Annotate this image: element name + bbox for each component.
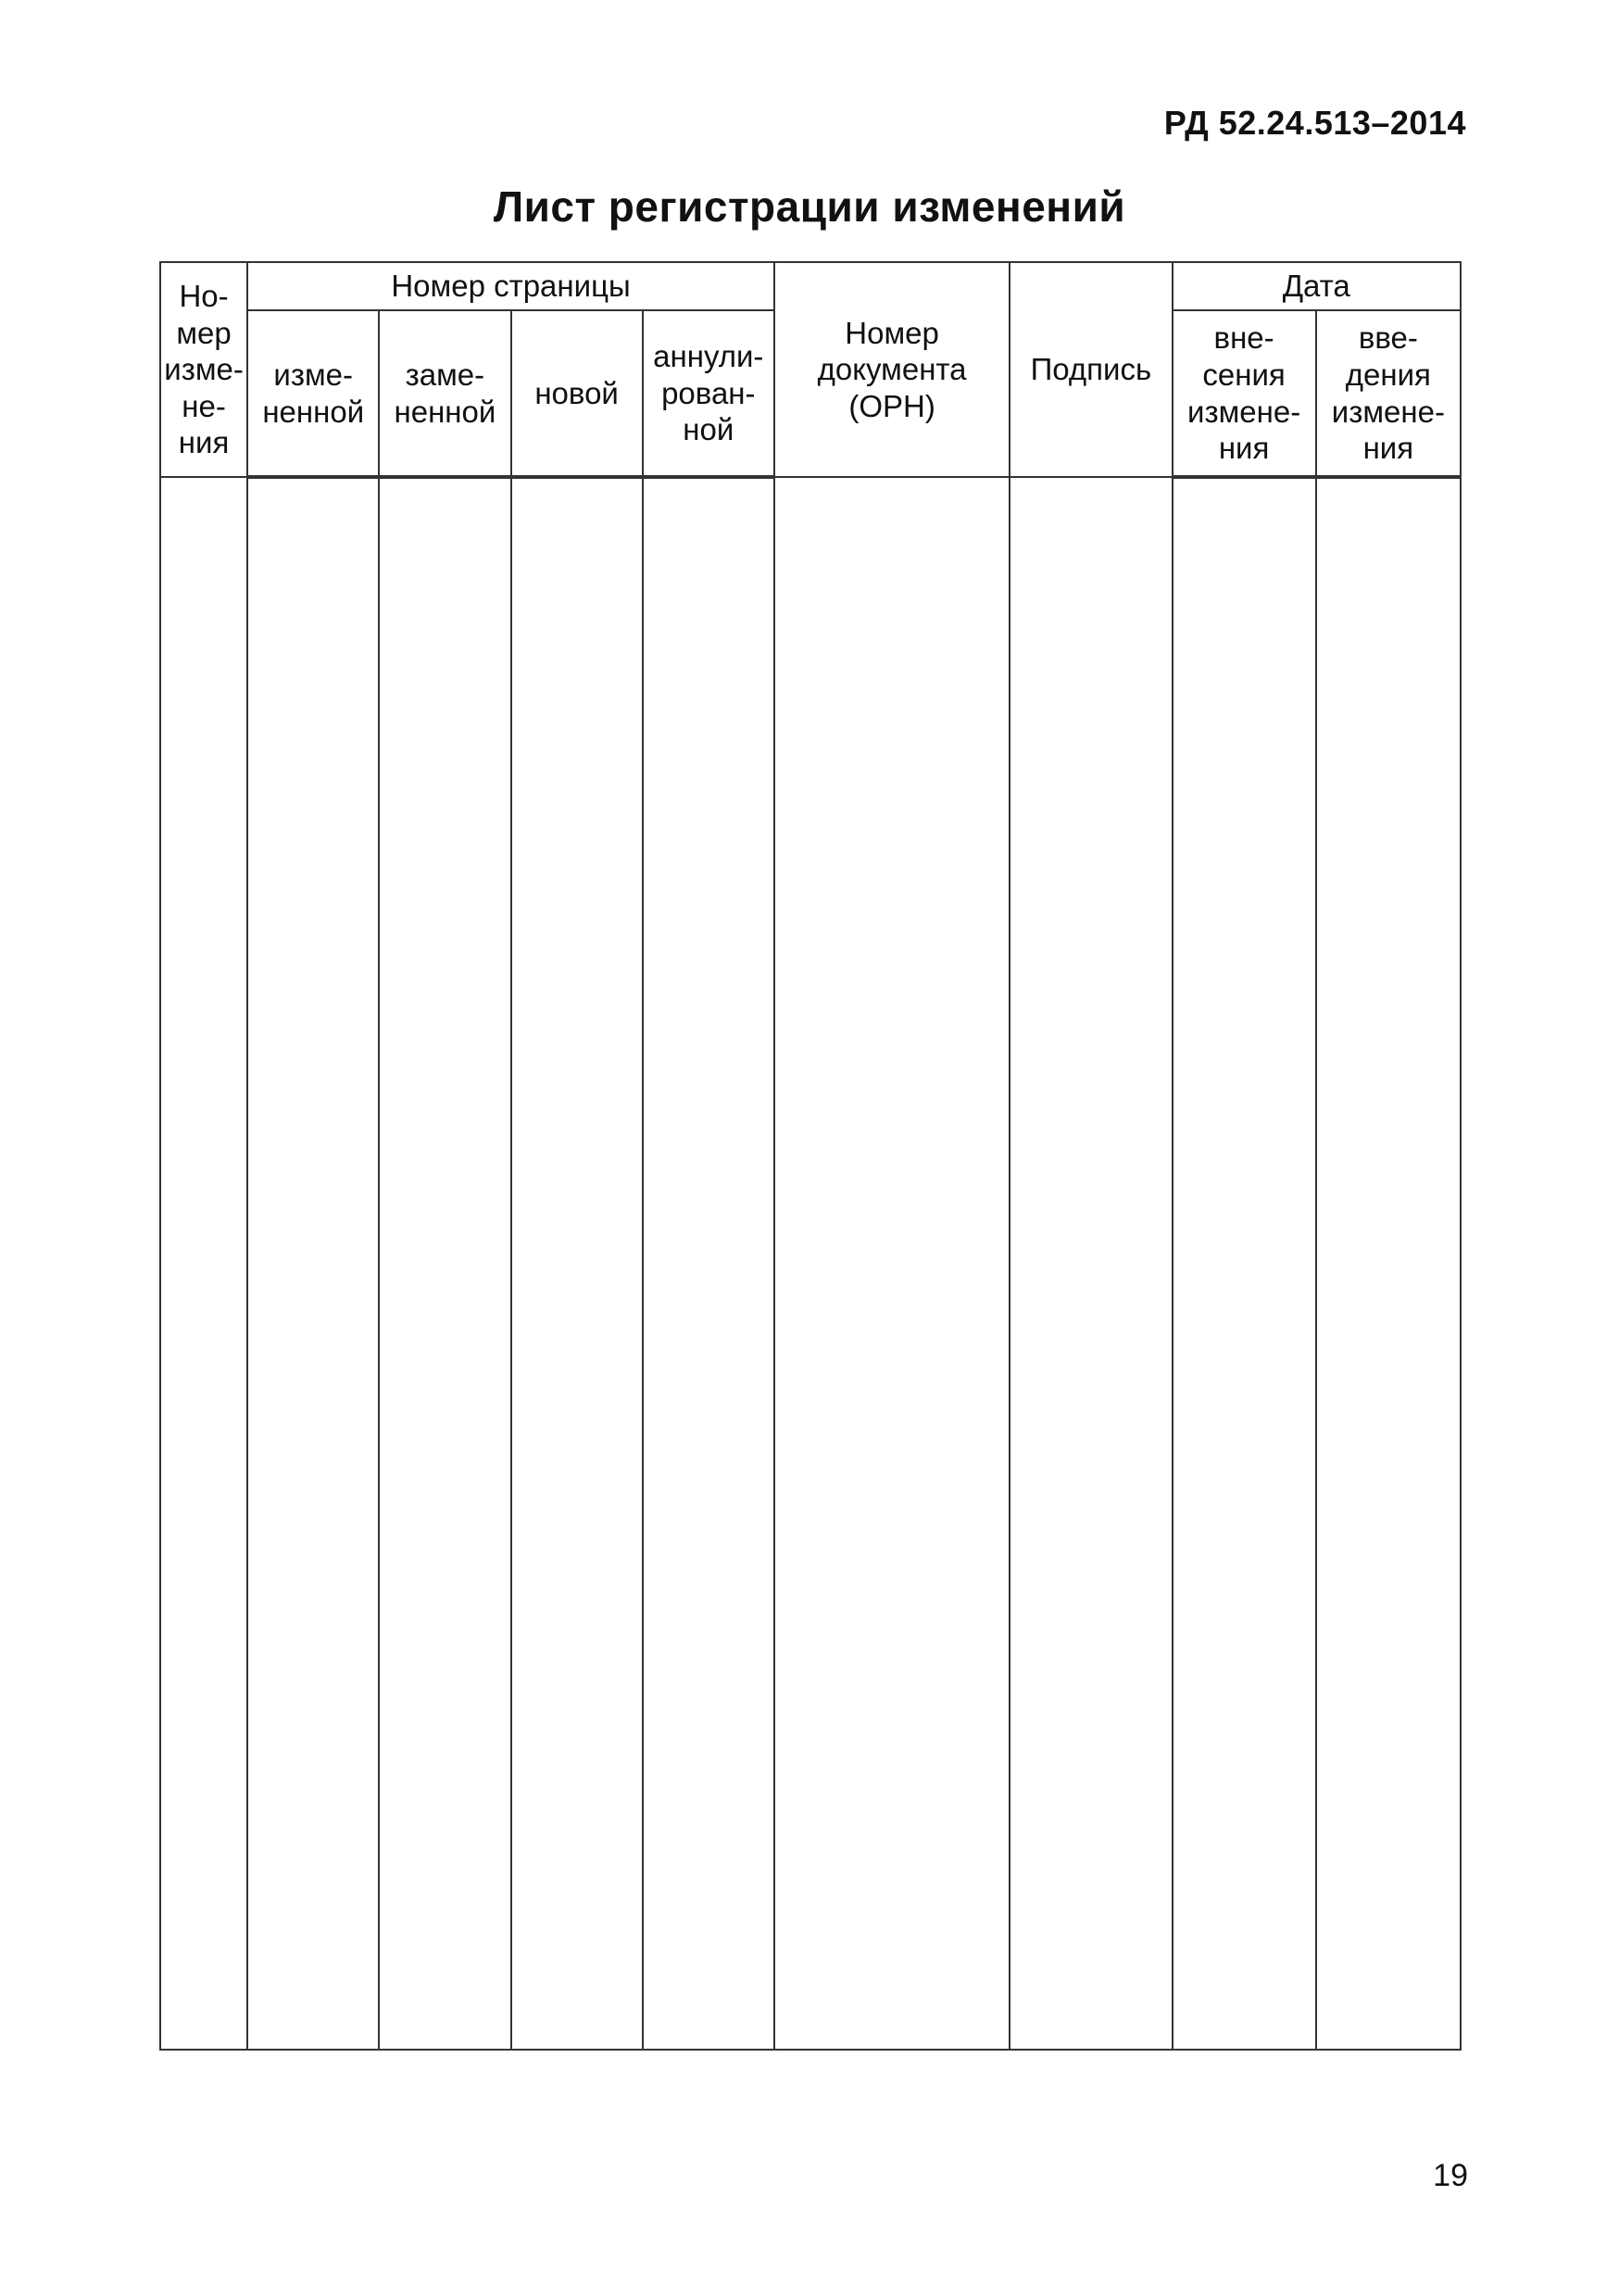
header-annulled-page: аннули- рован- ной	[643, 310, 774, 477]
header-replaced-page: заме- ненной	[379, 310, 510, 477]
body-cell-date-entered	[1173, 477, 1316, 2050]
header-signature: Подпись	[1010, 262, 1172, 477]
body-cell-new-page	[511, 477, 643, 2050]
body-cell-changed-page	[247, 477, 379, 2050]
body-cell-signature	[1010, 477, 1172, 2050]
header-new-page: новой	[511, 310, 643, 477]
body-cell-change-number	[160, 477, 247, 2050]
body-cell-annulled-page	[643, 477, 774, 2050]
header-date-group: Дата	[1173, 262, 1462, 310]
header-changed-page: изме- ненной	[247, 310, 379, 477]
header-document-number: Номер документа (ОРН)	[774, 262, 1010, 477]
table-body-row	[160, 477, 1461, 2050]
header-row-1	[160, 262, 1461, 310]
body-cell-date-effective	[1316, 477, 1461, 2050]
body-cell-document-number	[774, 477, 1010, 2050]
body-cell-replaced-page	[379, 477, 510, 2050]
header-date-entered: вне- сения измене- ния	[1173, 310, 1316, 477]
page-title: Лист регистрации изменений	[493, 182, 1126, 231]
change-registration-table	[159, 261, 1462, 2051]
header-date-effective: вве- дения измене- ния	[1316, 310, 1461, 477]
header-page-number-group: Номер страницы	[247, 262, 774, 310]
document-code: РД 52.24.513–2014	[1163, 104, 1466, 142]
header-change-number: Но- мер изме- не- ния	[160, 262, 247, 477]
page-number: 19	[1433, 2158, 1468, 2193]
